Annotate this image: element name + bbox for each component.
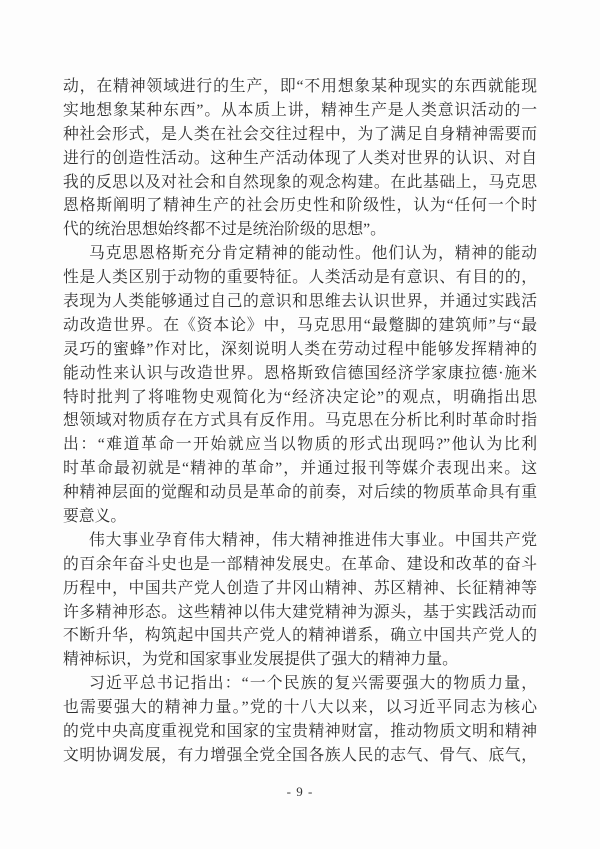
text-line: 恩格斯阐明了精神生产的社会历史性和阶级性，认为“任何一个时 xyxy=(63,197,537,215)
text-line: 时革命最初就是“精神的革命”，并通过报刊等媒介表现出来。这 xyxy=(63,460,537,478)
text-line: 动改造世界。在《资本论》中，马克思用“最蹩脚的建筑师”与“最 xyxy=(63,316,537,334)
text-line: 性是人类区别于动物的重要特征。人类活动是有意识、有目的的， xyxy=(63,269,537,287)
text-line: 的百余年奋斗史也是一部精神发展史。在革命、建设和改革的奋斗 xyxy=(63,555,537,573)
text-line: 精神标识，为党和国家事业发展提供了强大的精神力量。 xyxy=(63,651,458,669)
text-line: 种精神层面的觉醒和动员是革命的前奏，对后续的物质革命具有重 xyxy=(63,484,537,502)
text-line: 也需要强大的精神力量。”党的十八大以来，以习近平同志为核心 xyxy=(63,699,537,717)
text-line: 文明协调发展，有力增强全党全国各族人民的志气、骨气、底气， xyxy=(63,746,537,764)
text-line: 我的反思以及对社会和自然现象的观念构建。在此基础上，马克思 xyxy=(63,173,537,191)
text-line: 习近平总书记指出：“一个民族的复兴需要强大的物质力量， xyxy=(89,675,537,693)
text-line: 想领域对物质存在方式具有反作用。马克思在分析比利时革命时指 xyxy=(63,412,537,430)
text-line: 表现为人类能够通过自己的意识和思维去认识世界，并通过实践活 xyxy=(63,293,537,311)
text-line: 历程中，中国共产党人创造了井冈山精神、苏区精神、长征精神等 xyxy=(63,579,537,597)
text-line: 种社会形式，是人类在社会交往过程中，为了满足自身精神需要而 xyxy=(63,125,537,143)
text-line: 要意义。 xyxy=(63,508,127,526)
text-line: 能动性来认识与改造世界。恩格斯致信德国经济学家康拉德·施米 xyxy=(63,364,537,382)
text-line: 许多精神形态。这些精神以伟大建党精神为源头，基于实践活动而 xyxy=(63,603,537,621)
text-line: 出：“难道革命一开始就应当以物质的形式出现吗?”他认为比利 xyxy=(63,436,537,454)
text-line: 动，在精神领域进行的生产，即“不用想象某种现实的东西就能现 xyxy=(63,78,537,95)
text-line: 不断升华，构筑起中国共产党人的精神谱系，确立中国共产党人的 xyxy=(63,627,537,645)
text-line: 特时批判了将唯物史观简化为“经济决定论”的观点，明确指出思 xyxy=(63,388,537,406)
text-line: 马克思恩格斯充分肯定精神的能动性。他们认为，精神的能动 xyxy=(89,245,537,263)
text-line: 进行的创造性活动。这种生产活动体现了人类对世界的认识、对自 xyxy=(63,149,537,167)
body-text xyxy=(63,75,537,768)
text-line: 的党中央高度重视党和国家的宝贵精神财富，推动物质文明和精神 xyxy=(63,723,537,741)
text-line: 伟大事业孕育伟大精神，伟大精神推进伟大事业。中国共产党 xyxy=(89,531,537,549)
text-line: 灵巧的蜜蜂”作对比，深刻说明人类在劳动过程中能够发挥精神的 xyxy=(63,340,537,358)
text-line: 实地想象某种东西”。从本质上讲，精神生产是人类意识活动的一 xyxy=(63,101,537,119)
text-line: 代的统治思想始终都不过是统治阶级的思想”。 xyxy=(63,221,386,239)
page-number: - 9 - xyxy=(286,784,314,799)
